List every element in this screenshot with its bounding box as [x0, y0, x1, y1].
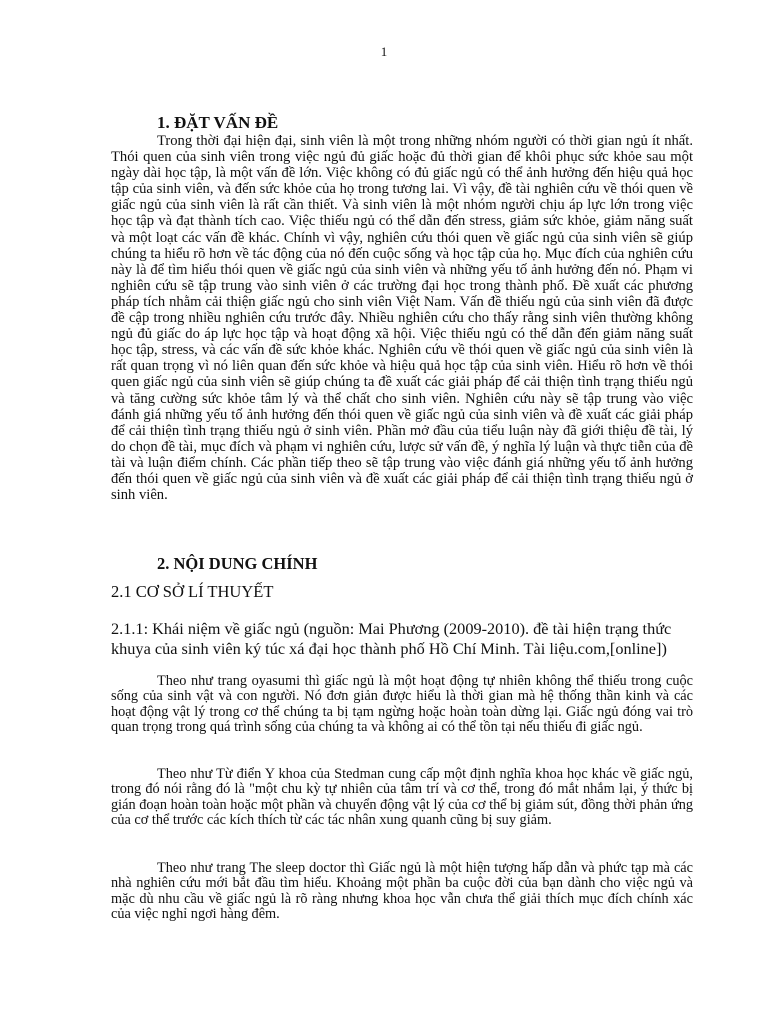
body-paragraph-oyasumi: Theo như trang oyasumi thì giấc ngủ là một hoạt động tự nhiên không thể thiếu trong cuộc sống của sinh vật và con người. Nó đơn giản được hiểu là thời gian mà hệ thống thần kinh và các hoạt động vật lý trong cơ thể chúng ta bị tạm ngừng hoặc hoàn toàn dừng lại. Giấc ngủ đóng vai trò quan trọng trong quá trình sống của chúng ta và không ai có thể tồn tại nếu thiếu đi giấc ngủ.: [111, 673, 693, 736]
page-number: 1: [380, 44, 388, 59]
section-heading-dat-van-de: 1. ĐẶT VẤN ĐỀ: [157, 113, 279, 132]
subsubsection-heading-khai-niem: 2.1.1: Khái niệm về giấc ngủ (nguồn: Mai Phương (2009-2010). đề tài hiện trạng thức khuya của sinh viên ký túc xá đại học thành phố Hồ Chí Minh. Tài liệu.com,[online]): [111, 619, 672, 658]
section-heading-noi-dung-chinh: 2. NỘI DUNG CHÍNH: [157, 554, 318, 573]
body-paragraph-stedman: Theo như Từ điển Y khoa của Stedman cung cấp một định nghĩa khoa học khác về giấc ngủ, trong đó nói rằng đó là "một chu kỳ tự nhiên của tâm trí và cơ thể, trong đó mắt nhắm lại, ý thức bị gián đoạn hoàn toàn hoặc một phần và chuyển động vật lý của cơ thể bị giảm sút, đồng thời phản ứng của cơ thể trước các kích thích từ các tác nhân xung quanh cũng bị suy giảm.: [111, 766, 693, 829]
intro-paragraph: Trong thời đại hiện đại, sinh viên là một trong những nhóm người có thời gian ngủ ít nhất. Thói quen của sinh viên trong việc ngủ đủ giấc hoặc đủ thời gian để khôi phục sức khỏe sau một ngày dài học tập, là một vấn đề lớn. Việc không có đủ giấc ngủ có thể ảnh hưởng đến hiệu quả học tập của sinh viên, và đến sức khỏe của họ trong tương lai. Vì vậy, đề tài nghiên cứu về thói quen về giấc ngủ của sinh viên là rất cần thiết. Và sinh viên là một nhóm người chịu áp lực lớn trong việc học tập và đạt thành tích cao. Việc thiếu ngủ có thể dẫn đến stress, giảm sức khỏe, giảm năng suất và một loạt các vấn đề khác. Chính vì vậy, nghiên cứu thói quen về giấc ngủ của sinh viên sẽ giúp chúng ta hiểu rõ hơn về tác động của nó đến cuộc sống và học tập của họ. Mục đích của nghiên cứu này là để tìm hiểu thói quen về giấc ngủ của sinh viên và những yếu tố ảnh hưởng đến nó. Phạm vi nghiên cứu sẽ tập trung vào sinh viên ở các trường đại học trong thành phố. Đề xuất các phương pháp tích nhằm cải thiện giấc ngủ cho sinh viên Việt Nam. Vấn đề thiếu ngủ của sinh viên đã được đề cập trong nhiều nghiên cứu trước đây. Nhiều nghiên cứu cho thấy rằng sinh viên thường không ngủ đủ giấc do áp lực học tập và hoạt động xã hội. Việc thiếu ngủ có thể dẫn đến giảm năng suất học tập, stress, và các vấn đề sức khỏe khác. Nghiên cứu về thói quen về giấc ngủ của sinh viên là rất quan trọng vì nó liên quan đến sức khỏe và hiệu quả học tập của sinh viên. Hiểu rõ hơn về thói quen giấc ngủ của sinh viên sẽ giúp chúng ta đề xuất các giải pháp để cải thiện tình trạng thiếu ngủ và tăng cường sức khỏe tâm lý và thể chất cho sinh viên. Nghiên cứu này sẽ tập trung vào việc đánh giá những yếu tố ảnh hưởng đến thói quen về giấc ngủ của sinh viên và đề xuất các giải pháp để cải thiện tình trạng thiếu ngủ ở sinh viên. Phần mở đầu của tiểu luận này đã giới thiệu đề tài, lý do chọn đề tài, mục đích và phạm vi nghiên cứu, lược sử vấn đề, ý nghĩa lý luận và thực tiễn của đề tài và luận điểm chính. Các phần tiếp theo sẽ tập trung vào việc đánh giá những yếu tố ảnh hưởng đến thói quen về giấc ngủ của sinh viên và đề xuất các giải pháp để cải thiện tình trạng thiếu ngủ ở sinh viên.: [111, 133, 693, 504]
body-paragraph-sleep-doctor: Theo như trang The sleep doctor thì Giấc ngủ là một hiện tượng hấp dẫn và phức tạp mà các nhà nghiên cứu mới bắt đầu tìm hiểu. Khoảng một phần ba cuộc đời của bạn dành cho việc ngủ và mặc dù nhu cầu về giấc ngủ là rõ ràng nhưng khoa học vẫn chưa thể giải thích mục đích chính xác của việc nghỉ ngơi hàng đêm.: [111, 860, 693, 923]
subsection-heading-co-so-li-thuyet: 2.1 CƠ SỞ LÍ THUYẾT: [111, 582, 274, 601]
